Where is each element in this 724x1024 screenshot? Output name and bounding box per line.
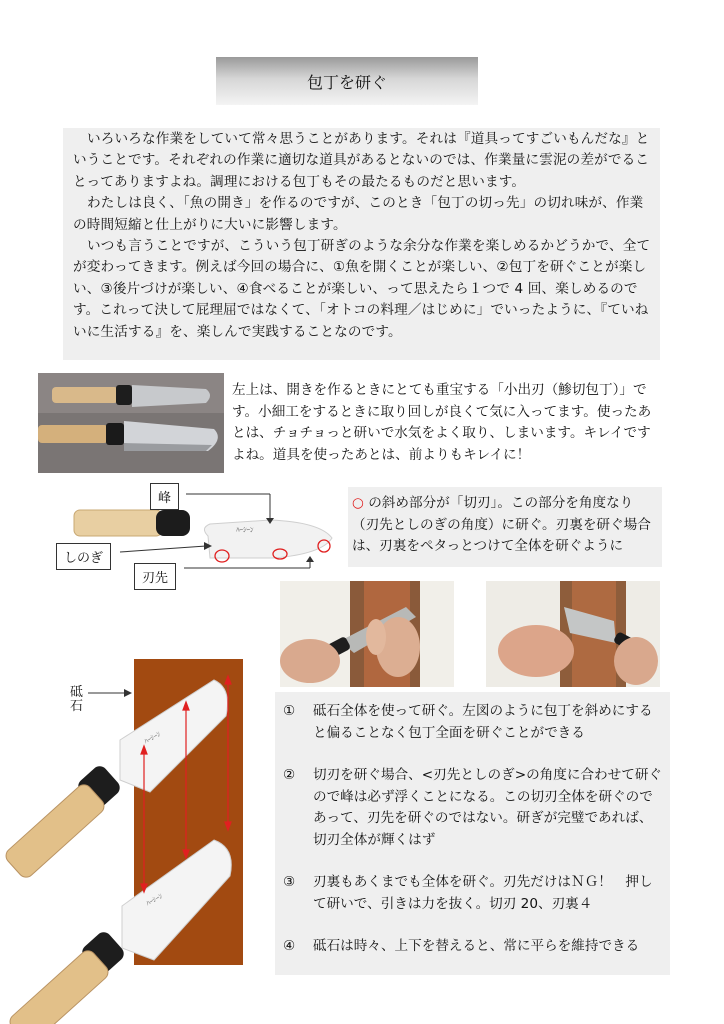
step-2: [283, 765, 664, 851]
step-3-text: 刃裏もあくまでも全体を研ぐ。刃先だけはＮＧ！ 押して研いで、引きは力を抜く。切刃 20、刃裏４: [313, 874, 653, 912]
kiriba-note: [348, 487, 662, 567]
red-circle-symbol: ○: [352, 495, 364, 511]
shinogi-leader: [120, 546, 206, 552]
lower-knife-blade: [122, 840, 231, 960]
diagram-blade: [204, 520, 332, 558]
upper-knife-handle: [3, 782, 107, 881]
sharpening-photo-1: [280, 581, 454, 687]
step-4: [283, 936, 664, 958]
whetstone-knives: [0, 670, 260, 1024]
step-4-number: ④: [283, 938, 296, 954]
hasaki-arrowhead: [306, 556, 314, 562]
page-title: [216, 57, 478, 105]
kiriba-note-text: の斜め部分が「切刃」。この部分を角度なり（刃先としのぎの角度）に研ぐ。刃裏を研ぐ場合は、刃裏をペタっとつけて全体を研ぐように: [352, 495, 651, 554]
steps-panel: [275, 692, 670, 975]
step-3-number: ③: [283, 874, 296, 890]
label-mine: 峰: [150, 483, 179, 510]
step-1-text: 砥石全体を使って研ぐ。左図のように包丁を斜めにすると偏ることなく包丁全面を研ぐことができる: [313, 703, 653, 741]
sharpening-photo-2-image: [486, 581, 660, 687]
step-3: [283, 872, 664, 915]
intro-paragraph-3: いつも言うことですが、こういう包丁研ぎのような余分な作業を楽しめるかどうかで、全てが変わってきます。例えば今回の場合に、①魚を開くことが楽しい、②包丁を研ぐことが楽しい、③後片づけが楽しい、④食べることが楽しい、って思えたら１つで 4 回、楽しめるのです。これって決して屁理屈ではなくて、「オトコの料理／はじめに」でいったように、『ていねいに生活する』を、楽しんで実践することなのです。: [73, 238, 651, 340]
intro-paragraph-1: いろいろな作業をしていて常々思うことがあります。それは『道具ってすごいもんだな』ということです。それぞれの作業に適切な道具があるとないのでは、作業量に雲泥の差がでることってありますよね。調理における包丁もその最たるものだと思います。: [73, 131, 650, 190]
whetstone-label: 砥石: [70, 685, 84, 714]
sharpening-photo-1-image: [280, 581, 454, 687]
step-2-number: ②: [283, 767, 296, 783]
step-1-number: ①: [283, 703, 296, 719]
upper-knife-blade: [120, 680, 228, 792]
knives-photo-image: [38, 373, 224, 473]
label-shinogi: しのぎ: [56, 543, 111, 570]
intro-paragraph-2: わたしは良く、「魚の開き」を作るのですが、このとき「包丁の切っ先」の切れ味が、作業の時間短縮と仕上がりに大いに影響します。: [73, 195, 644, 233]
step-4-text: 砥石は時々、上下を替えると、常に平らを維持できる: [313, 938, 640, 954]
page-title-text: 包丁を研ぐ: [306, 72, 387, 92]
label-hasaki: 刃先: [134, 563, 176, 590]
intro-panel: [63, 128, 660, 360]
diagram-handle: [74, 510, 162, 536]
knives-photo: [38, 373, 224, 473]
step-2-text: 切刃を研ぐ場合、<刃先としのぎ>の角度に合わせて研ぐので峰は必ず浮くことになる。この切刃全体を研ぐのであって、刃先を研ぐのではない。研ぎが完璧であれば、切刃全体が輝くはず: [313, 767, 663, 848]
upper-knife-logo: ﾊｰｼｰﾝ: [143, 730, 163, 746]
knives-caption: 左上は、開きを作るときにとても重宝する「小出刃（鯵切包丁）」です。小細工をするときに取り回しが良くて気に入ってます。使ったあとは、チョチョっと研いで水気をよく取り、しまいます。キレイですよね。道具を使ったあとは、前よりもキレイに！: [232, 382, 652, 463]
lower-knife-handle: [7, 948, 111, 1024]
step-1: [283, 701, 664, 744]
diagram-bolster: [156, 510, 190, 536]
sharpening-photo-2: [486, 581, 660, 687]
lower-knife-logo: ﾊｰｼｰﾝ: [145, 892, 165, 908]
diagram-blade-logo: ﾊｰｼｰﾝ: [236, 526, 254, 534]
